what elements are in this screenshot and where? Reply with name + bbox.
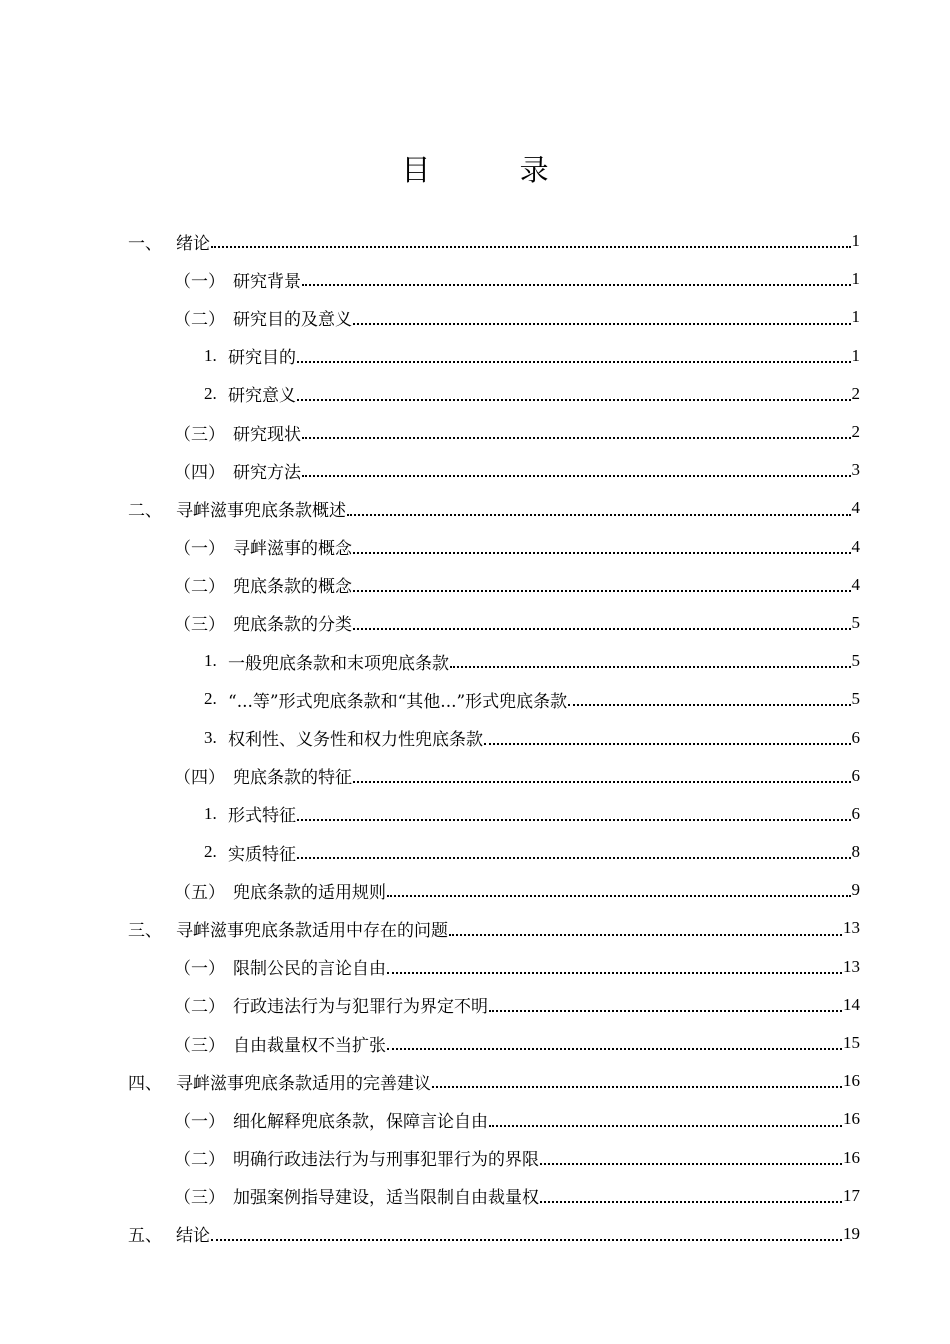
dot-leader <box>484 742 851 745</box>
toc-entry-number: （二） <box>174 309 225 330</box>
toc-entry-number: （一） <box>174 539 225 560</box>
dot-leader <box>297 398 851 401</box>
toc-entry[interactable] <box>0 413 950 451</box>
toc-entry[interactable] <box>0 909 950 947</box>
toc-entry-number: （一） <box>174 1111 225 1132</box>
dot-leader <box>387 971 842 974</box>
dot-leader <box>347 513 851 516</box>
page-title: 目 录 <box>401 153 589 187</box>
toc-entry-title: “...等”形式兜底条款和“其他...”形式兜底条款 <box>228 691 568 712</box>
toc-entry-page-number: 16 <box>843 1071 860 1091</box>
toc-entry-number: （五） <box>174 882 225 903</box>
toc-entry-title: 寻衅滋事兜底条款适用的完善建议 <box>176 1073 431 1094</box>
dot-leader <box>387 894 851 897</box>
toc-entry-number: （三） <box>174 1188 225 1209</box>
toc-entry-title: 寻衅滋事兜底条款概述 <box>176 500 346 521</box>
toc-entry-title: 加强案例指导建设，适当限制自由裁量权 <box>233 1188 539 1209</box>
dot-leader <box>302 474 851 477</box>
dot-leader <box>387 1047 842 1050</box>
toc-entry-number: 2. <box>204 383 217 403</box>
toc-entry-page-number: 6 <box>851 727 860 747</box>
toc-entry[interactable] <box>0 528 950 566</box>
dot-leader <box>211 1238 842 1241</box>
toc-entry[interactable] <box>0 986 950 1024</box>
toc-entry-title: 结论 <box>176 1226 210 1247</box>
toc-entry-title: 研究目的及意义 <box>233 309 352 330</box>
toc-entry-page-number: 1 <box>851 231 860 251</box>
toc-entry-title: 兜底条款的概念 <box>233 577 352 598</box>
toc-entry-title: 寻衅滋事的概念 <box>233 539 352 560</box>
toc-entry-page-number: 16 <box>843 1109 860 1129</box>
toc-entry-page-number: 14 <box>843 994 860 1014</box>
toc-entry-page-number: 6 <box>851 803 860 823</box>
toc-entry-page-number: 4 <box>851 498 860 518</box>
toc-entry-number: （二） <box>174 577 225 598</box>
toc-entry[interactable] <box>0 1139 950 1177</box>
toc-entry-page-number: 13 <box>843 918 860 938</box>
toc-entry[interactable] <box>0 948 950 986</box>
toc-entry-title: 研究目的 <box>228 348 296 369</box>
toc-entry-page-number: 8 <box>851 842 860 862</box>
dot-leader <box>302 436 851 439</box>
toc-entry-page-number: 2 <box>851 422 860 442</box>
toc-entry-page-number: 15 <box>843 1033 860 1053</box>
toc-entry[interactable] <box>0 451 950 489</box>
toc-entry-title: 研究意义 <box>228 386 296 407</box>
dot-leader <box>211 245 851 248</box>
toc-entry[interactable] <box>0 680 950 718</box>
toc-entry-number: 1. <box>204 345 217 365</box>
toc-entry-page-number: 1 <box>851 269 860 289</box>
dot-leader <box>353 780 851 783</box>
toc-entry[interactable] <box>0 757 950 795</box>
toc-entry[interactable] <box>0 1024 950 1062</box>
toc-entry-title: 一般兜底条款和末项兜底条款 <box>228 653 449 674</box>
toc-entry-number: （一） <box>174 959 225 980</box>
toc-entry[interactable] <box>0 1177 950 1215</box>
toc-entry-number: 1. <box>204 803 217 823</box>
toc-entry-number: 五、 <box>128 1226 162 1247</box>
toc-entry-title: 明确行政违法行为与刑事犯罪行为的界限 <box>233 1150 539 1171</box>
toc-entry-title: 实质特征 <box>228 844 296 865</box>
toc-entry-page-number: 4 <box>851 536 860 556</box>
toc-entry-number: （四） <box>174 768 225 789</box>
toc-entry-number: （一） <box>174 271 225 292</box>
dot-leader <box>540 1200 842 1203</box>
toc-entry-number: （三） <box>174 1035 225 1056</box>
dot-leader <box>449 933 842 936</box>
toc-entry-page-number: 5 <box>851 651 860 671</box>
table-of-contents <box>0 222 950 1253</box>
toc-entry[interactable] <box>0 642 950 680</box>
dot-leader <box>353 551 851 554</box>
toc-entry-title: 兜底条款的特征 <box>233 768 352 789</box>
toc-entry-number: 2. <box>204 689 217 709</box>
toc-entry-number: 一、 <box>128 233 162 254</box>
toc-entry-number: （三） <box>174 615 225 636</box>
dot-leader <box>302 283 851 286</box>
toc-entry-number: （四） <box>174 462 225 483</box>
toc-entry-number: 3. <box>204 727 217 747</box>
toc-entry-number: （二） <box>174 1150 225 1171</box>
toc-entry-title: 限制公民的言论自由 <box>233 959 386 980</box>
toc-entry-page-number: 19 <box>843 1223 860 1243</box>
toc-entry-title: 行政违法行为与犯罪行为界定不明 <box>233 997 488 1018</box>
toc-entry[interactable] <box>0 718 950 756</box>
toc-entry-page-number: 1 <box>851 307 860 327</box>
toc-entry[interactable] <box>0 260 950 298</box>
toc-entry-page-number: 1 <box>851 345 860 365</box>
toc-entry-title: 自由裁量权不当扩张 <box>233 1035 386 1056</box>
toc-entry-number: 四、 <box>128 1073 162 1094</box>
toc-entry[interactable] <box>0 1215 950 1253</box>
toc-entry-title: 研究背景 <box>233 271 301 292</box>
toc-entry-number: 2. <box>204 842 217 862</box>
toc-entry-number: 三、 <box>128 920 162 941</box>
toc-entry-page-number: 5 <box>851 612 860 632</box>
dot-leader <box>297 856 851 859</box>
dot-leader <box>353 627 851 630</box>
toc-entry[interactable] <box>0 1062 950 1100</box>
toc-entry-title: 权利性、义务性和权力性兜底条款 <box>228 730 483 751</box>
dot-leader <box>489 1124 842 1127</box>
toc-entry[interactable] <box>0 871 950 909</box>
toc-entry-title: 研究方法 <box>233 462 301 483</box>
toc-entry[interactable] <box>0 337 950 375</box>
toc-entry-number: 1. <box>204 651 217 671</box>
toc-entry-number: （三） <box>174 424 225 445</box>
toc-entry-page-number: 9 <box>851 880 860 900</box>
dot-leader <box>432 1085 842 1088</box>
toc-entry[interactable] <box>0 375 950 413</box>
toc-entry-page-number: 3 <box>851 460 860 480</box>
dot-leader <box>568 703 850 706</box>
toc-entry-title: 形式特征 <box>228 806 296 827</box>
toc-entry-title: 兜底条款的分类 <box>233 615 352 636</box>
toc-entry-number: 二、 <box>128 500 162 521</box>
toc-entry[interactable] <box>0 833 950 871</box>
toc-entry-title: 兜底条款的适用规则 <box>233 882 386 903</box>
toc-entry-page-number: 5 <box>851 689 860 709</box>
toc-entry-title: 绪论 <box>176 233 210 254</box>
toc-entry-title: 研究现状 <box>233 424 301 445</box>
toc-entry-page-number: 16 <box>843 1147 860 1167</box>
toc-entry[interactable] <box>0 604 950 642</box>
toc-entry-title: 细化解释兜底条款，保障言论自由 <box>233 1111 488 1132</box>
toc-entry[interactable] <box>0 795 950 833</box>
toc-entry[interactable] <box>0 566 950 604</box>
toc-entry-page-number: 2 <box>851 383 860 403</box>
toc-entry-page-number: 6 <box>851 765 860 785</box>
toc-entry-number: （二） <box>174 997 225 1018</box>
toc-entry[interactable] <box>0 489 950 527</box>
dot-leader <box>353 322 851 325</box>
toc-entry[interactable] <box>0 222 950 260</box>
dot-leader <box>297 818 851 821</box>
toc-entry-page-number: 17 <box>843 1185 860 1205</box>
dot-leader <box>450 665 851 668</box>
toc-entry-title: 寻衅滋事兜底条款适用中存在的问题 <box>176 920 448 941</box>
dot-leader <box>353 589 851 592</box>
dot-leader <box>489 1009 842 1012</box>
toc-entry-page-number: 13 <box>843 956 860 976</box>
toc-entry[interactable] <box>0 1100 950 1138</box>
dot-leader <box>297 360 851 363</box>
toc-entry[interactable] <box>0 298 950 336</box>
toc-entry-page-number: 4 <box>851 574 860 594</box>
dot-leader <box>540 1162 842 1165</box>
